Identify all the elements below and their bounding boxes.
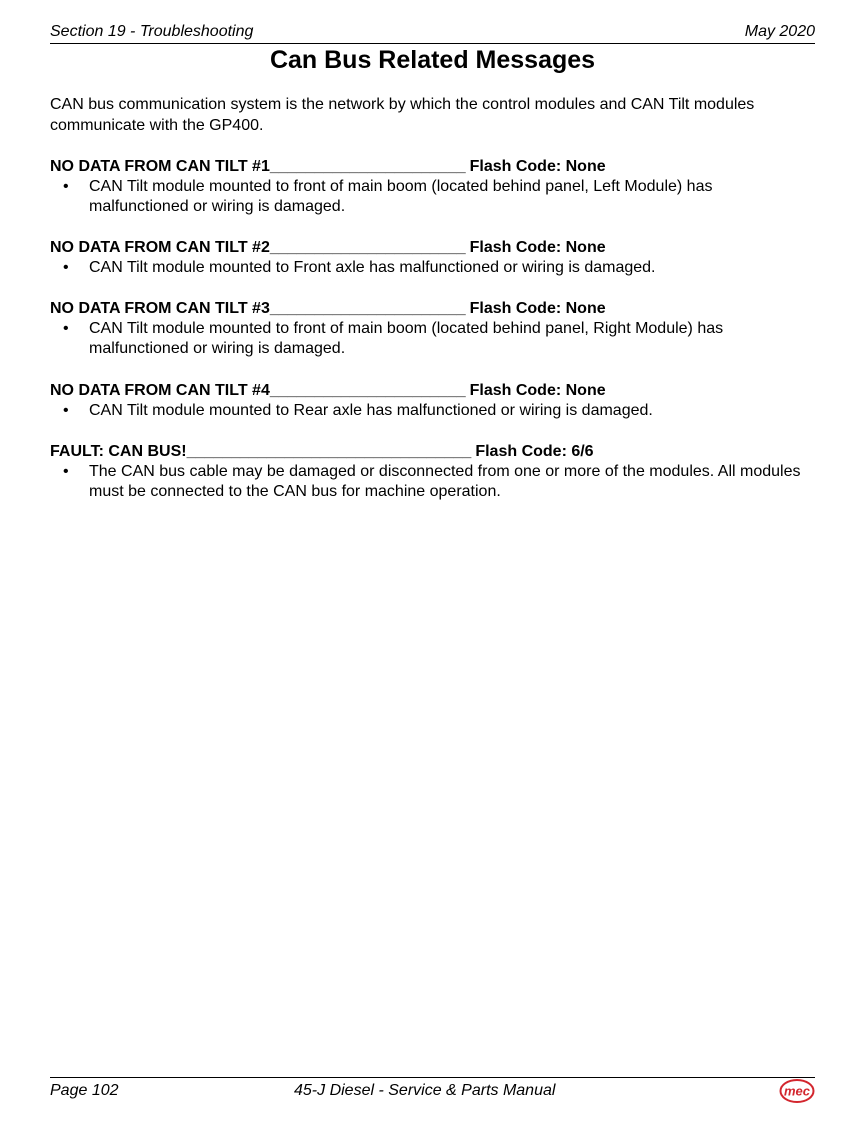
flash-code: Flash Code: None	[469, 382, 606, 399]
message-underline: ______________________	[269, 300, 466, 317]
bullet-icon: •	[63, 178, 69, 195]
list-item	[50, 177, 815, 217]
bullet-icon: •	[63, 463, 69, 480]
list-item	[50, 258, 815, 278]
message-entry-fault-can-bus	[50, 441, 815, 502]
message-title: NO DATA FROM CAN TILT #1	[50, 158, 270, 175]
message-underline: ________________________________	[186, 443, 472, 460]
page-title: Can Bus Related Messages	[269, 46, 596, 74]
list-item	[50, 462, 815, 502]
flash-code: Flash Code: None	[469, 300, 606, 317]
message-bullets	[50, 401, 815, 421]
message-entry-tilt-4	[50, 380, 815, 421]
message-underline: ______________________	[269, 239, 466, 256]
bullet-text: The CAN bus cable may be damaged or disconnected from one or more of the modules. All modules must be connected to the CAN bus for machine operation.	[89, 463, 801, 500]
message-heading	[50, 380, 815, 401]
message-heading	[50, 237, 815, 258]
logo-text: mec	[783, 1083, 811, 1099]
message-title: FAULT: CAN BUS!	[50, 443, 187, 460]
intro-paragraph: CAN bus communication system is the network by which the control modules and CAN Tilt modules communicate with the GP400.	[50, 96, 755, 134]
message-heading	[50, 298, 815, 319]
manual-title: 45-J Diesel - Service & Parts Manual	[294, 1082, 556, 1099]
message-entry-tilt-3	[50, 298, 815, 359]
flash-code: Flash Code: 6/6	[475, 443, 594, 460]
flash-code: Flash Code: None	[469, 239, 606, 256]
page-header	[50, 22, 815, 44]
bullet-icon: •	[63, 259, 69, 276]
message-title: NO DATA FROM CAN TILT #2	[50, 239, 270, 256]
bullet-icon: •	[63, 402, 69, 419]
message-bullets	[50, 258, 815, 278]
page-number: Page 102	[50, 1082, 119, 1099]
message-entry-tilt-2	[50, 237, 815, 278]
message-bullets	[50, 462, 815, 502]
message-entry-tilt-1	[50, 156, 815, 217]
message-bullets	[50, 319, 815, 359]
bullet-icon: •	[63, 320, 69, 337]
message-heading	[50, 441, 815, 462]
page-footer	[50, 1077, 815, 1106]
bullet-text: CAN Tilt module mounted to Front axle has malfunctioned or wiring is damaged.	[89, 259, 656, 276]
message-title: NO DATA FROM CAN TILT #4	[50, 382, 270, 399]
message-title: NO DATA FROM CAN TILT #3	[50, 300, 270, 317]
date-label: May 2020	[744, 23, 815, 40]
section-label: Section 19 - Troubleshooting	[50, 23, 254, 40]
flash-code: Flash Code: None	[469, 158, 606, 175]
list-item	[50, 401, 815, 421]
message-heading	[50, 156, 815, 177]
message-bullets	[50, 177, 815, 217]
message-underline: ______________________	[269, 158, 466, 175]
message-underline: ______________________	[269, 382, 466, 399]
bullet-text: CAN Tilt module mounted to front of main boom (located behind panel, Right Module) has malfunctioned or wiring is damaged.	[89, 320, 724, 357]
mec-logo-icon	[779, 1078, 815, 1104]
bullet-text: CAN Tilt module mounted to Rear axle has malfunctioned or wiring is damaged.	[89, 402, 653, 419]
bullet-text: CAN Tilt module mounted to front of main boom (located behind panel, Left Module) has malfunctioned or wiring is damaged.	[89, 178, 713, 215]
list-item	[50, 319, 815, 359]
